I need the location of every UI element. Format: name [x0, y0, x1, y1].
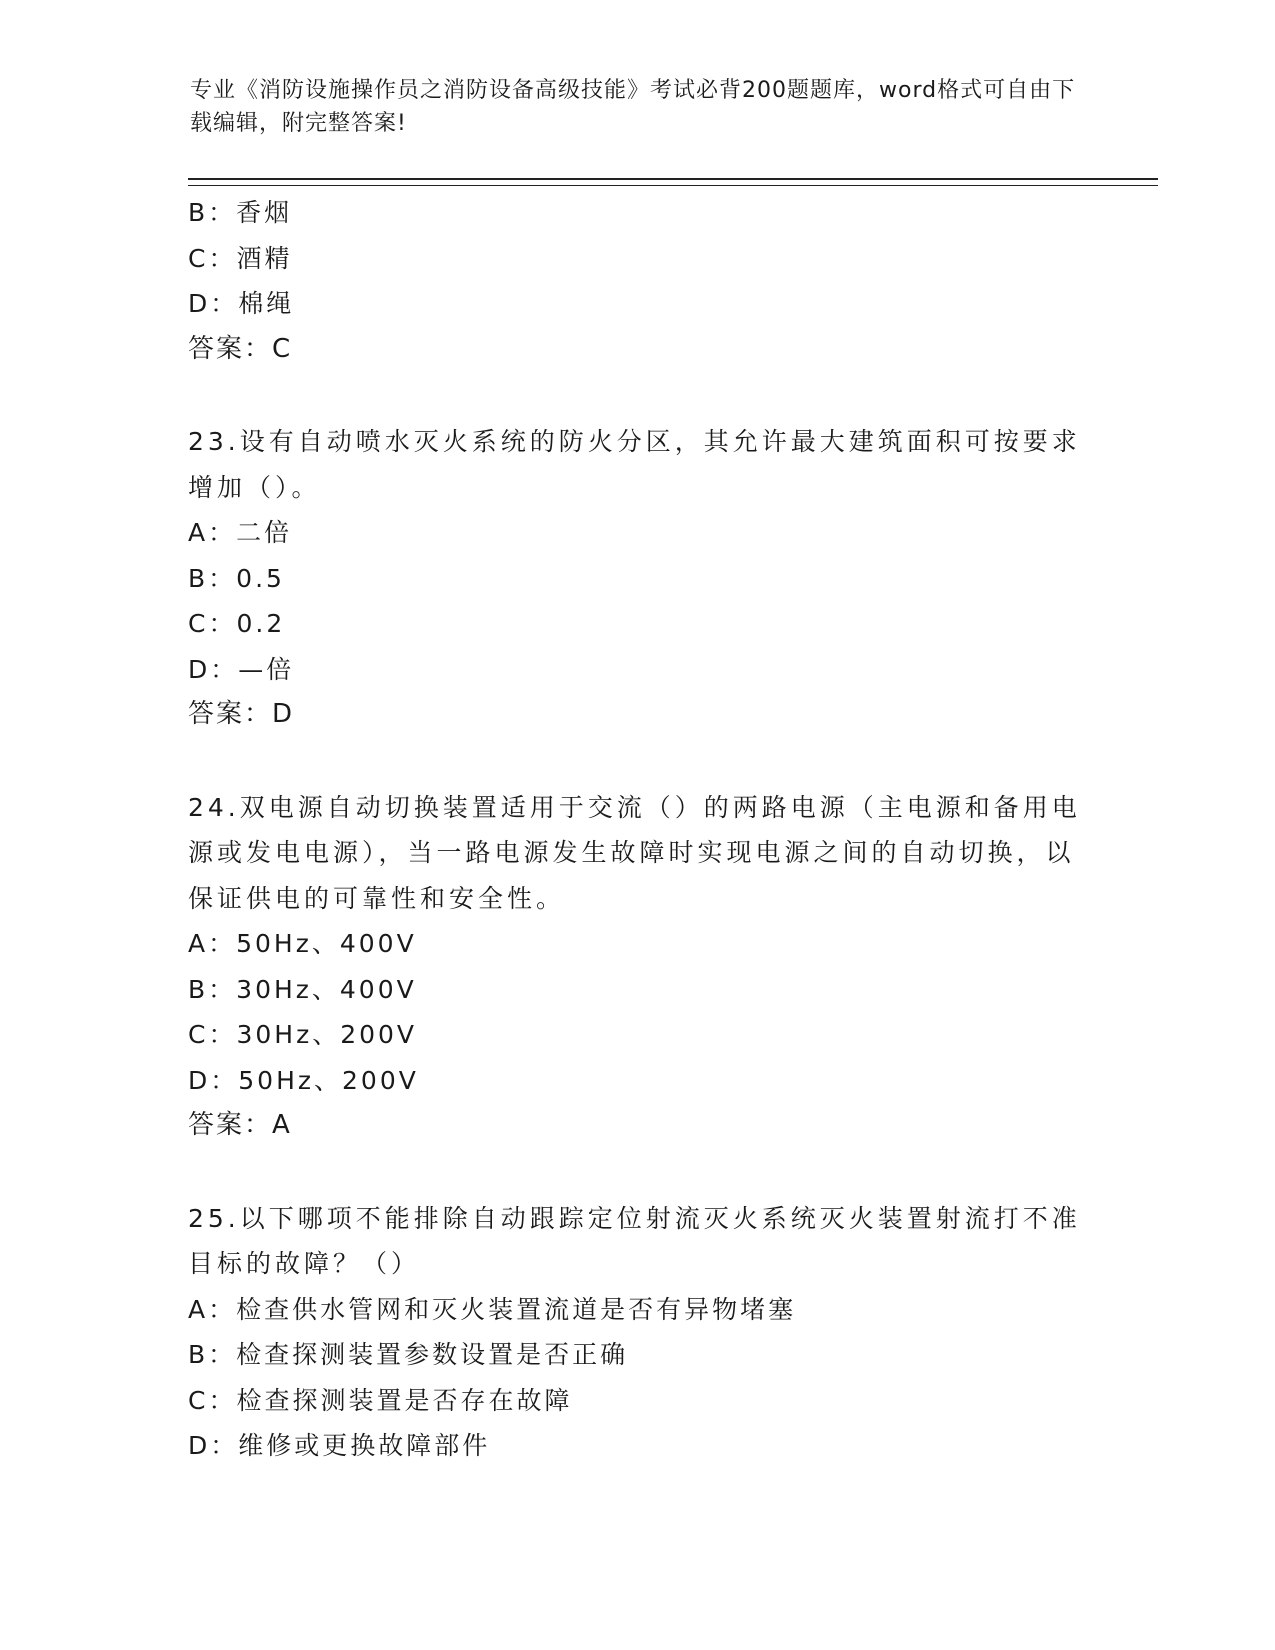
option-label: B — [188, 1340, 209, 1369]
option-text: 检查供水管网和灭火装置流道是否有异物堵塞 — [236, 1294, 797, 1324]
option-label: C — [188, 1020, 209, 1049]
option-text: 酒精 — [236, 243, 293, 273]
option-a: A：检查供水管网和灭火装置流道是否有异物堵塞 — [188, 1294, 797, 1324]
answer: 答案：A — [188, 1110, 292, 1140]
option-label: C — [188, 243, 209, 273]
question-stem: 24.双电源自动切换装置适用于交流（）的两路电源（主电源和备用电源或发电电源），当一路电源发生故障时实现电源之间的自动切换，以保证供电的可靠性和安全性。 — [188, 792, 1081, 913]
option-text: 50Hz、400V — [236, 929, 417, 958]
document-body — [188, 190, 1088, 1469]
option-text: 50Hz、200V — [238, 1065, 419, 1095]
option-label: C — [188, 609, 209, 638]
option-text: 香烟 — [236, 198, 293, 227]
question-23 — [188, 419, 1088, 738]
option-label: D — [188, 289, 211, 318]
answer: 答案：D — [188, 699, 295, 729]
option-d: D：维修或更换故障部件 — [188, 1431, 491, 1460]
header-rule — [188, 178, 1158, 186]
option-label: D — [188, 1065, 211, 1095]
option-label: B — [188, 563, 209, 593]
option-c: C：检查探测装置是否存在故障 — [188, 1385, 573, 1415]
option-label: D — [188, 1431, 211, 1460]
option-text: 0.5 — [236, 563, 285, 593]
option-label: B — [188, 974, 209, 1004]
document-header — [190, 74, 1090, 140]
option-b: B：香烟 — [188, 198, 293, 227]
option-b: B：0.5 — [188, 563, 285, 593]
answer: 答案：C — [188, 333, 293, 364]
option-label: B — [188, 198, 209, 227]
spacer — [188, 372, 1088, 419]
question-25 — [188, 1196, 1088, 1469]
option-text: 检查探测装置参数设置是否正确 — [236, 1340, 629, 1369]
option-a: A：50Hz、400V — [188, 929, 417, 958]
option-c: C：30Hz、200V — [188, 1020, 418, 1049]
option-text: 检查探测装置是否存在故障 — [236, 1385, 573, 1415]
option-c: C：酒精 — [188, 243, 293, 273]
option-text: —倍 — [238, 654, 295, 684]
option-text: 30Hz、400V — [236, 974, 417, 1004]
option-a: A：二倍 — [188, 518, 293, 547]
option-text: 30Hz、200V — [236, 1020, 418, 1049]
option-b: B：30Hz、400V — [188, 974, 417, 1004]
option-label: C — [188, 1385, 209, 1415]
option-d: D：—倍 — [188, 654, 295, 684]
option-label: A — [188, 1294, 209, 1324]
option-text: 棉绳 — [238, 289, 295, 318]
option-label: A — [188, 929, 209, 958]
option-label: D — [188, 654, 211, 684]
option-d: D：50Hz、200V — [188, 1065, 419, 1095]
option-b: B：检查探测装置参数设置是否正确 — [188, 1340, 629, 1369]
question-stem: 25.以下哪项不能排除自动跟踪定位射流灭火系统灭火装置射流打不准目标的故障？（） — [188, 1203, 1081, 1278]
header-title: 专业《消防设施操作员之消防设备高级技能》考试必背200题题库，word格式可自由下载编辑，附完整答案! — [190, 78, 1076, 136]
option-text: 维修或更换故障部件 — [238, 1431, 491, 1460]
option-c: C：0.2 — [188, 609, 286, 638]
option-text: 0.2 — [236, 609, 286, 638]
option-label: A — [188, 518, 209, 547]
spacer — [188, 1149, 1088, 1196]
spacer — [188, 738, 1088, 785]
question-stem: 23.设有自动喷水灭火系统的防火分区，其允许最大建筑面积可按要求增加（）。 — [188, 427, 1081, 502]
question-24 — [188, 785, 1088, 1149]
option-d: D：棉绳 — [188, 289, 295, 318]
question-22-tail — [188, 190, 1088, 372]
option-text: 二倍 — [236, 518, 293, 547]
